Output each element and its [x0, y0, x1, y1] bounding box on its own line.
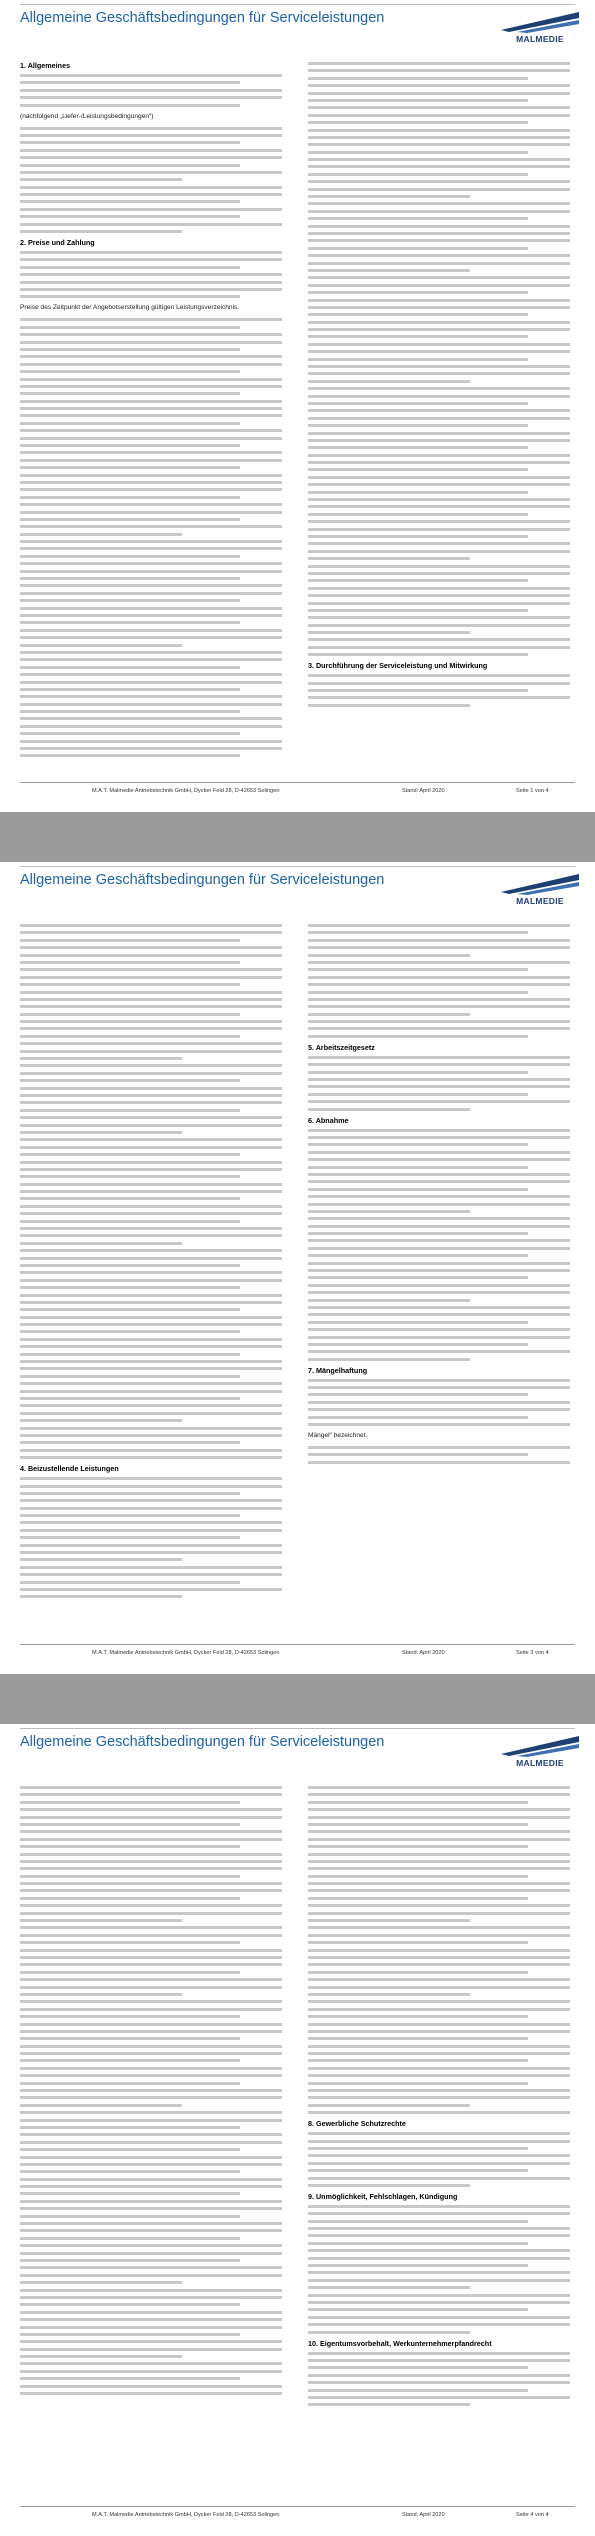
footer-status: Stand: April 2020	[402, 2512, 445, 2518]
section-heading: 1. Allgemeines	[20, 62, 71, 70]
footer-page-number: Seite 1 von 4	[516, 788, 549, 794]
text-block	[308, 1129, 570, 1361]
document-page-1	[0, 0, 595, 812]
top-rule	[20, 1728, 575, 1729]
left-column	[20, 62, 282, 762]
text-block	[308, 62, 570, 656]
logo-wordmark: MALMEDIE	[516, 896, 564, 906]
text-block	[308, 1056, 570, 1111]
section-heading: 9. Unmöglichkeit, Fehlschlagen, Kündigung	[308, 2191, 458, 2201]
text-block	[308, 2352, 570, 2407]
left-column	[20, 1786, 282, 2486]
section-note: (nachfolgend „Liefer-/Leistungsbedingungen“)	[20, 112, 154, 120]
footer-company: M.A.T. Malmedie Antriebstechnik GmbH, Dycker Feld 28, D-42653 Solingen	[92, 2512, 280, 2518]
document-title: Allgemeine Geschäftsbedingungen für Serviceleistungen	[20, 872, 385, 888]
text-block	[20, 127, 282, 233]
text-block	[20, 924, 282, 1459]
text-block	[308, 1786, 570, 2114]
section-heading: 7. Mängelhaftung	[308, 1365, 368, 1375]
section-heading: 6. Abnahme	[308, 1115, 349, 1125]
document-title: Allgemeine Geschäftsbedingungen für Serviceleistungen	[20, 10, 385, 26]
footer-page-number: Seite 3 von 4	[516, 1650, 549, 1656]
section-note: Preise des Zeitpunkt der Angebotserstellung gültigen Leistungsverzeichnis.	[20, 304, 240, 312]
text-block	[20, 1786, 282, 2395]
logo-wordmark: MALMEDIE	[516, 1758, 564, 1768]
text-block	[308, 924, 570, 1038]
section-heading: 4. Beizustellende Leistungen	[20, 1464, 119, 1474]
section-note: Mängel“ bezeichnet.	[308, 1432, 368, 1440]
footer-status: Stand: April 2020	[402, 788, 445, 794]
malmedie-logo	[499, 4, 581, 44]
text-block	[308, 2132, 570, 2187]
document-title: Allgemeine Geschäftsbedingungen für Serviceleistungen	[20, 1734, 385, 1750]
document-page-2	[0, 862, 595, 1674]
footer-rule	[20, 2506, 575, 2507]
footer-rule	[20, 782, 575, 783]
text-block	[20, 318, 282, 762]
logo-wordmark: MALMEDIE	[516, 34, 564, 44]
footer-company: M.A.T. Malmedie Antriebstechnik GmbH, Dycker Feld 28, D-42653 Solingen	[92, 788, 280, 794]
text-block	[308, 2205, 570, 2334]
right-column	[308, 1786, 570, 2486]
section-heading: 2. Preise und Zahlung	[20, 238, 95, 248]
footer-page-number: Seite 4 von 4	[516, 2512, 549, 2518]
right-column	[308, 924, 570, 1624]
malmedie-logo	[499, 866, 581, 906]
text-block	[308, 674, 570, 707]
right-column	[308, 62, 570, 762]
footer-company: M.A.T. Malmedie Antriebstechnik GmbH, Dycker Feld 28, D-42653 Solingen	[92, 1650, 280, 1656]
section-heading: 8. Gewerbliche Schutzrechte	[308, 2119, 406, 2129]
section-heading: 3. Durchführung der Serviceleistung und Mitwirkung	[308, 661, 488, 671]
text-block	[20, 251, 282, 298]
text-block	[20, 1477, 282, 1598]
text-block	[308, 1379, 570, 1426]
footer-status: Stand: April 2020	[402, 1650, 445, 1656]
section-heading: 10. Eigentumsvorbehalt, Werkunternehmerpfandrecht	[308, 2338, 492, 2348]
left-column	[20, 924, 282, 1624]
document-page-3	[0, 1724, 595, 2536]
text-block	[308, 1446, 570, 1464]
top-rule	[20, 4, 575, 5]
section-heading: 5. Arbeitszeitgesetz	[308, 1042, 375, 1052]
top-rule	[20, 866, 575, 867]
text-block	[20, 74, 282, 107]
malmedie-logo	[499, 1728, 581, 1768]
footer-rule	[20, 1644, 575, 1645]
